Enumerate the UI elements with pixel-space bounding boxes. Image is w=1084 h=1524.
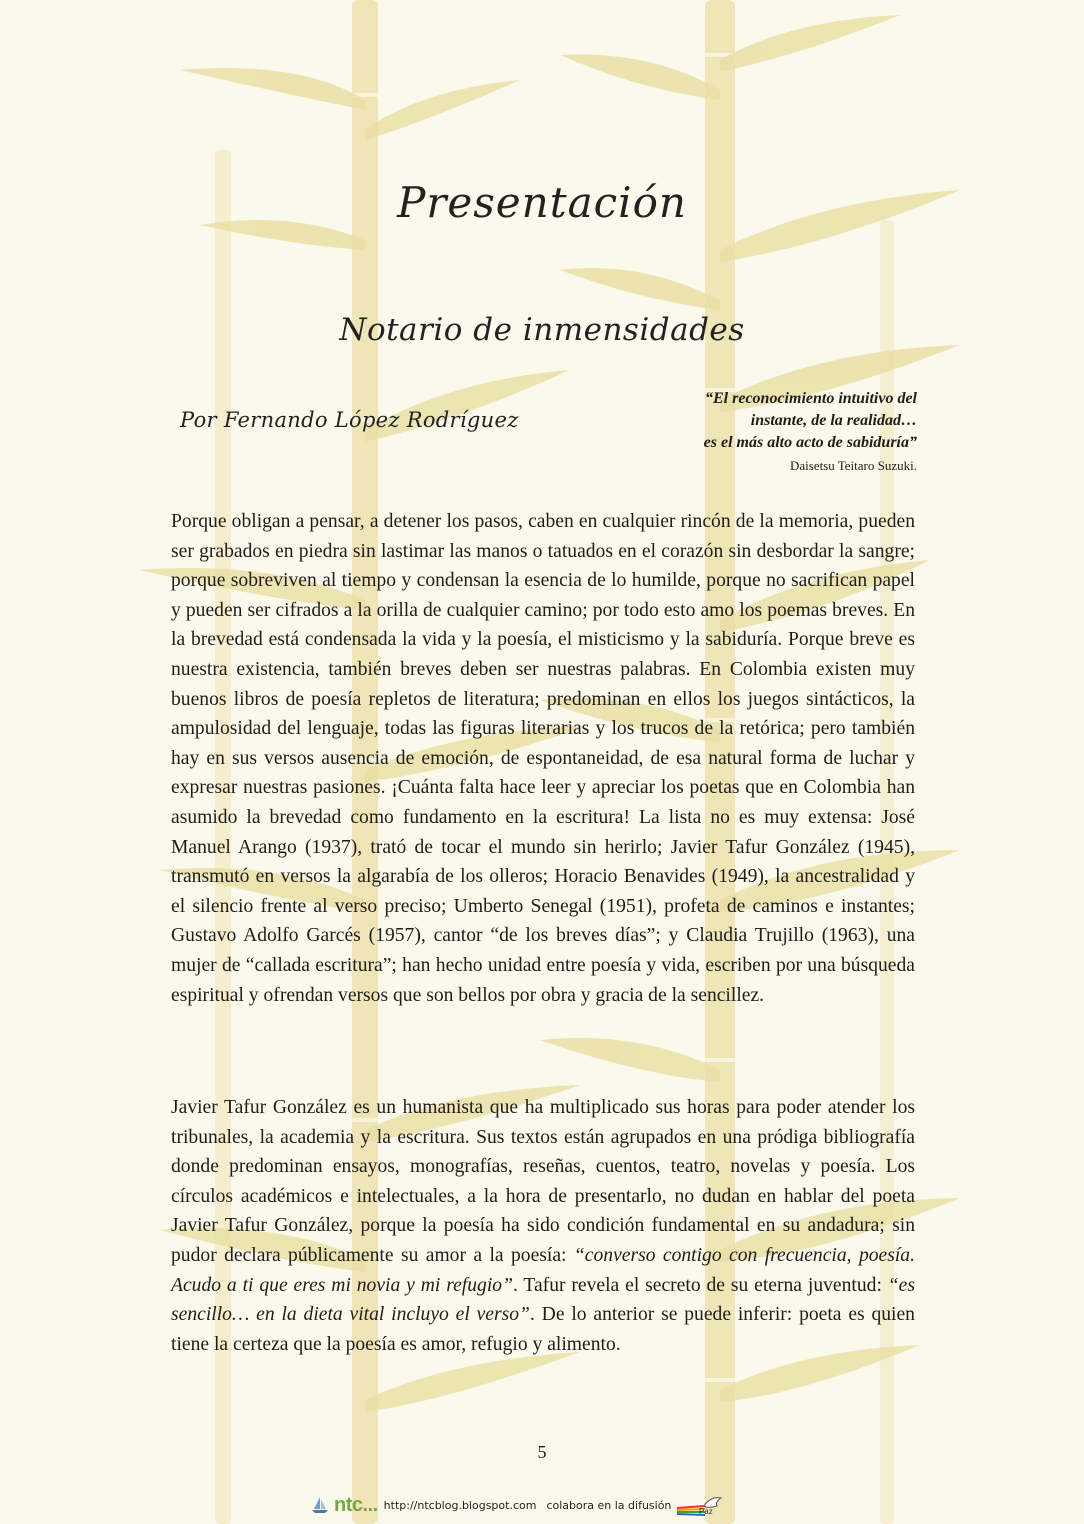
ntc-logo-text: ntc... bbox=[334, 1493, 378, 1516]
quote-text: “converso contigo con frecuencia, poesía. Acudo a ti que eres mi novia y mi refugio” bbox=[171, 1244, 915, 1296]
ntc-logo[interactable] bbox=[310, 1494, 378, 1517]
paragraph-text: Javier Tafur González es un humanista que ha multiplicado sus horas para poder atender los tribunales, la academia y la escritura. Sus textos están agrupados en una pródiga bibliografía donde predominan ensayos, monografías, reseñas, cuentos, teatro, novelas y poesía. Los círculos académicos e intelectuales, a la hora de presentarlo, no dudan en hablar del poeta Javier Tafur González, porque la poesía ha sido condición fundamental en su andadura; sin pudor declara públicamente su amor a la poesía: bbox=[171, 1097, 915, 1266]
paragraph-text: . Tafur revela el secreto de su eterna juventud: bbox=[512, 1274, 888, 1296]
epigraph-line: “El reconocimiento intuitivo del bbox=[705, 390, 917, 407]
epigraph-source: Daisetsu Teitaro Suzuki. bbox=[789, 458, 917, 473]
article-subtitle: Notario de inmensidades bbox=[339, 312, 745, 348]
peace-label: Paz bbox=[699, 1507, 714, 1516]
sailboat-icon bbox=[310, 1495, 330, 1515]
paragraph-text: . De lo anterior se puede inferir: poeta es quien tiene la certeza que la poesía es amor, refugio y alimento. bbox=[171, 1304, 915, 1355]
epigraph bbox=[587, 388, 917, 477]
page-title: Presentación bbox=[397, 178, 687, 227]
epigraph-line: es el más alto acto de sabiduría” bbox=[703, 434, 917, 451]
quote-text: “es sencillo… en la dieta vital incluyo el verso” bbox=[171, 1274, 915, 1326]
peace-dove-icon bbox=[675, 1494, 725, 1516]
body-paragraph-1: Porque obligan a pensar, a detener los pasos, caben en cualquier rincón de la memoria, pueden ser grabados en piedra sin lastimar las manos o tatuados en el corazón sin desbordar la sangre; porque sobreviven al tiempo y condensan la esencia de lo humilde, porque no sacrifican papel y pueden ser cifrados a la orilla de cualquier camino; por todo esto amo los poemas breves. En la brevedad está condensada la vida y la poesía, el misticismo y la sabiduría. Porque breve es nuestra existencia, también breves deben ser nuestras palabras. En Colombia existen muy buenos libros de poesía repletos de literatura; predominan en ellos los juegos sintácticos, la ampulosidad del lenguaje, todas las figuras literarias y los trucos de la retórica; pero también hay en sus versos ausencia de emoción, de espontaneidad, de esa natural forma de luchar y expresar nuestras pasiones. ¡Cuánta falta hace leer y apreciar los poetas que en Colombia han asumido la brevedad como fundamento en la escritura! La lista no es muy extensa: José Manuel Arango (1937), trató de tocar el mundo sin herirlo; Javier Tafur González (1945), transmutó en versos la algarabía de los olleros; Horacio Benavides (1949), la ancestralidad y el silencio frente al verso preciso; Umberto Senegal (1951), profeta de caminos e instantes; Gustavo Adolfo Garcés (1957), cantor “de los breves días”; y Claudia Trujillo (1963), una mujer de “callada escritura”; han hecho unidad entre poesía y vida, escriben por una búsqueda espiritual y ofrendan versos que son bellos por obra y gracia de la sencillez. bbox=[171, 511, 915, 1006]
footer-bar bbox=[310, 1493, 725, 1517]
footer-note: colabora en la difusión bbox=[546, 1498, 672, 1512]
author-byline: Por Fernando López Rodríguez bbox=[180, 408, 519, 432]
epigraph-line: instante, de la realidad… bbox=[750, 412, 917, 429]
blog-link[interactable]: http://ntcblog.blogspot.com bbox=[383, 1498, 537, 1512]
page-number: 5 bbox=[537, 1442, 547, 1462]
body-paragraph-2 bbox=[171, 1093, 915, 1359]
